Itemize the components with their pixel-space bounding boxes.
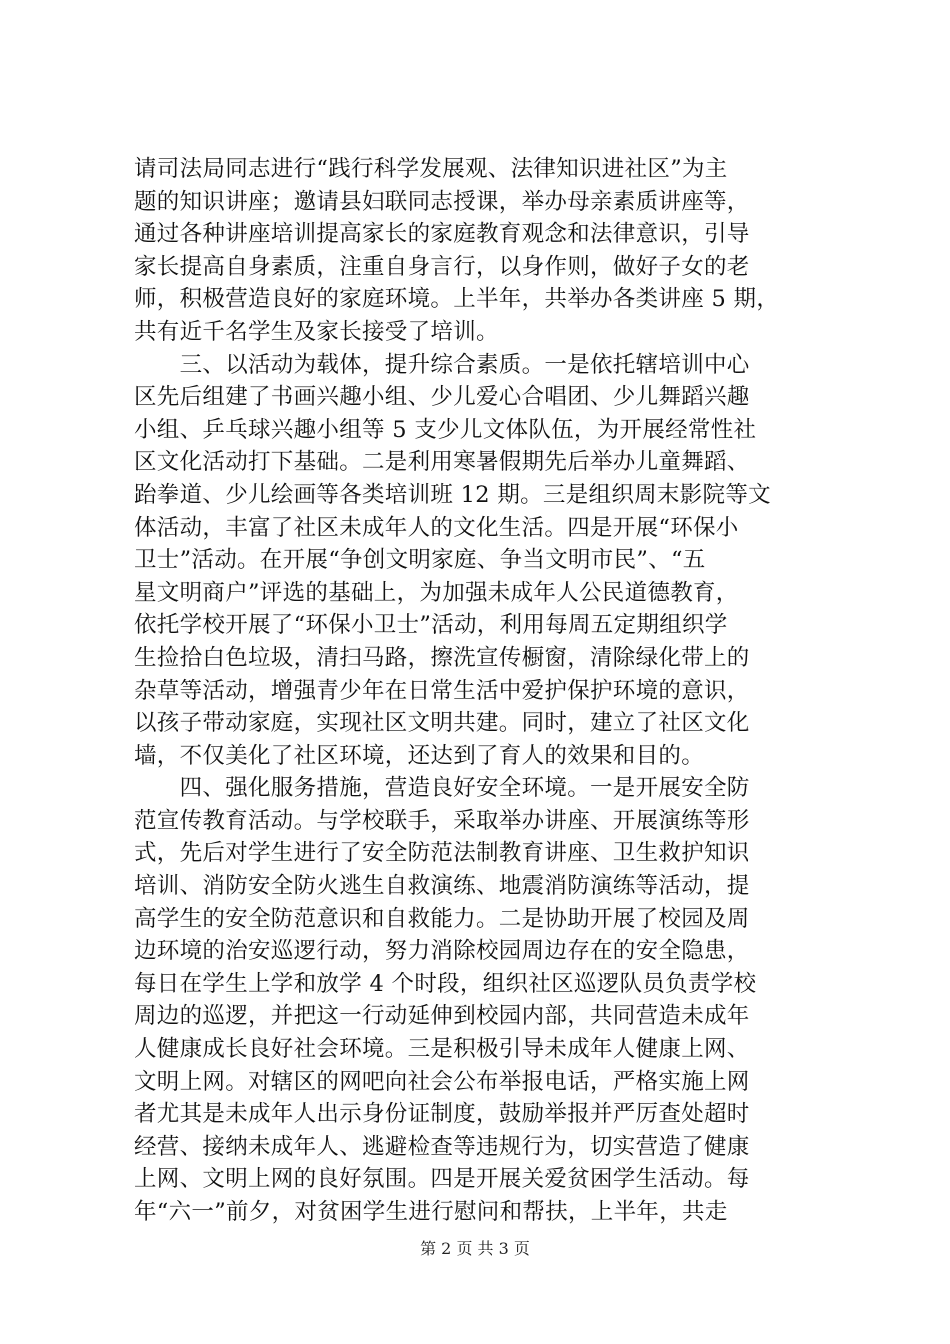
text-line: 者尤其是未成年人出示身份证制度，鼓励举报并严厉查处超时 — [134, 1101, 750, 1128]
text-line: 墙，不仅美化了社区环境，还达到了育人的效果和目的。 — [134, 742, 705, 769]
text-line: 区文化活动打下基础。二是利用寒暑假期先后举办儿童舞蹈、 — [134, 449, 750, 476]
text-line: 上网、文明上网的良好氛围。四是开展关爱贫困学生活动。每 — [134, 1166, 750, 1193]
text-line: 四、强化服务措施，营造良好安全环境。一是开展安全防 — [134, 775, 750, 802]
document-body — [134, 153, 824, 1229]
text-line: 周边的巡逻，并把这一行动延伸到校园内部，共同营造未成年 — [134, 1003, 750, 1030]
text-line: 高学生的安全防范意识和自救能力。二是协助开展了校园及周 — [134, 905, 750, 932]
text-line: 范宣传教育活动。与学校联手，采取举办讲座、开展演练等形 — [134, 807, 750, 834]
text-line: 共有近千名学生及家长接受了培训。 — [134, 318, 499, 345]
text-line: 通过各种讲座培训提高家长的家庭教育观念和法律意识，引导 — [134, 221, 750, 248]
text-line: 星文明商户”评选的基础上，为加强未成年人公民道德教育， — [134, 579, 739, 606]
text-line: 式，先后对学生进行了安全防范法制教育讲座、卫生救护知识 — [134, 840, 750, 867]
text-line: 体活动，丰富了社区未成年人的文化生活。四是开展“环保小 — [134, 514, 739, 541]
text-line: 年“六一”前夕，对贫困学生进行慰问和帮扶，上半年，共走 — [134, 1199, 728, 1225]
text-line: 跆拳道、少儿绘画等各类培训班 12 期。三是组织周末影院等文 — [134, 481, 771, 508]
text-line: 家长提高自身素质，注重自身言行，以身作则，做好子女的老 — [134, 253, 750, 280]
text-line: 三、以活动为载体，提升综合素质。一是依托辖培训中心 — [134, 351, 750, 378]
page-footer: 第 2 页 共 3 页 — [420, 1239, 530, 1258]
text-line: 经营、接纳未成年人、逃避检查等违规行为，切实营造了健康 — [134, 1133, 750, 1160]
text-line: 题的知识讲座；邀请县妇联同志授课，举办母亲素质讲座等， — [134, 188, 750, 215]
text-line: 每日在学生上学和放学 4 个时段，组织社区巡逻队员负责学校 — [134, 970, 757, 997]
text-line: 小组、乒乓球兴趣小组等 5 支少儿文体队伍，为开展经常性社 — [134, 416, 757, 443]
text-line: 师，积极营造良好的家庭环境。上半年，共举办各类讲座 5 期， — [134, 286, 780, 313]
text-line: 生捡拾白色垃圾，清扫马路，擦洗宣传橱窗，清除绿化带上的 — [134, 644, 750, 671]
text-line: 边环境的治安巡逻行动，努力消除校园周边存在的安全隐患， — [134, 938, 750, 965]
text-line: 培训、消防安全防火逃生自救演练、地震消防演练等活动，提 — [134, 873, 750, 900]
text-line: 依托学校开展了“环保小卫士”活动，利用每周五定期组织学 — [134, 612, 728, 639]
text-line: 请司法局同志进行“践行科学发展观、法律知识进社区”为主 — [134, 156, 728, 182]
text-line: 人健康成长良好社会环境。三是积极引导未成年人健康上网、 — [134, 1036, 750, 1063]
text-line: 卫士”活动。在开展“争创文明家庭、争当文明市民”、“五 — [134, 547, 706, 574]
text-line: 杂草等活动，增强青少年在日常生活中爱护保护环境的意识， — [134, 677, 750, 704]
text-line: 以孩子带动家庭，实现社区文明共建。同时，建立了社区文化 — [134, 710, 750, 737]
text-line: 区先后组建了书画兴趣小组、少儿爱心合唱团、少儿舞蹈兴趣 — [134, 384, 750, 411]
text-line: 文明上网。对辖区的网吧向社会公布举报电话，严格实施上网 — [134, 1068, 750, 1095]
